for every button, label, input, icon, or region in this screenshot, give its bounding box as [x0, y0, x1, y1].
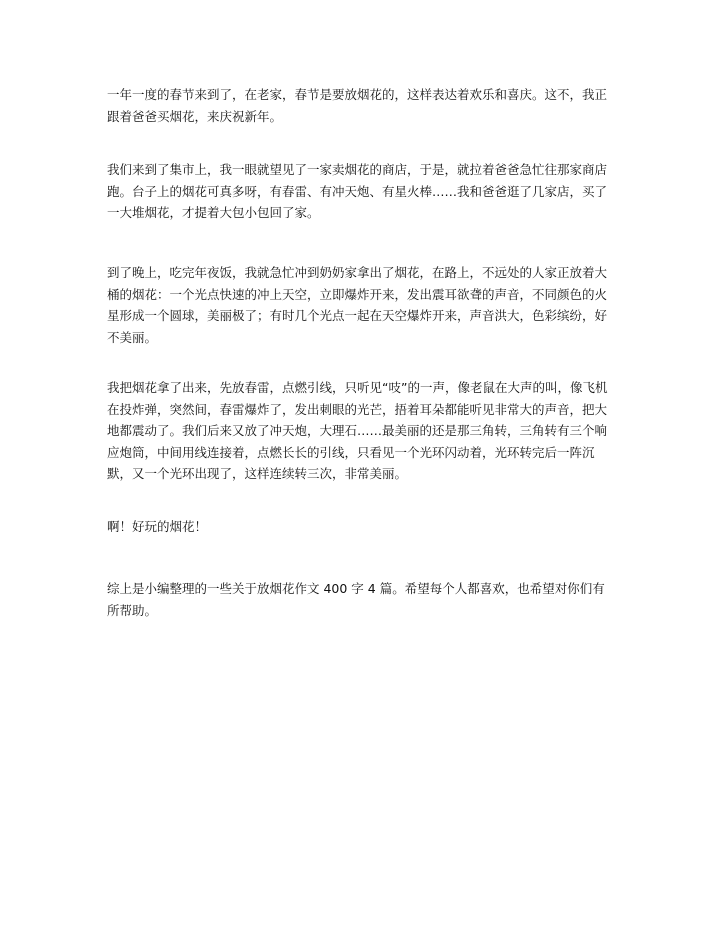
paragraph-intro: 一年一度的春节来到了，在老家，春节是要放烟花的，这样表达着欢乐和喜庆。这不，我正跟着爸爸买烟花，来庆祝新年。 [107, 87, 608, 124]
paragraph-fireworks: 我把烟花拿了出来，先放春雷，点燃引线，只听见“吱”的一声，像老鼠在大声的叫，像飞机在投炸弹，突然间，春雷爆炸了，发出刺眼的光芒，捂着耳朵都能听见非常大的声音，把大地都震动了。我们后来又放了冲天炮，大理石……最美丽的还是那三角转，三角转有三个响应炮筒，中间用线连接着，点燃长长的引线，只看见一个光环闪动着，光环转完后一阵沉默，又一个光环出现了，这样连续转三次，非常美丽。 [107, 380, 608, 481]
paragraph-market: 我们来到了集市上，我一眼就望见了一家卖烟花的商店，于是，就拉着爸爸急忙往那家商店跑。台子上的烟花可真多呀，有春雷、有冲天炮、有星火棒……我和爸爸逛了几家店，买了一大堆烟花，才提着大包小包回了家。 [107, 162, 608, 220]
paragraph-evening: 到了晚上，吃完年夜饭，我就急忙冲到奶奶家拿出了烟花，在路上，不远处的人家正放着大桶的烟花：一个光点快速的冲上天空，立即爆炸开来，发出震耳欲聋的声音，不同颜色的火星形成一个圆球，美丽极了；有时几个光点一起在天空爆炸开来，声音洪大，色彩缤纷，好不美丽。 [107, 265, 608, 345]
paragraph-exclamation: 啊！好玩的烟花！ [107, 519, 208, 534]
paragraph-summary: 综上是小编整理的一些关于放烟花作文 400 字 4 篇。希望每个人都喜欢，也希望对你们有所帮助。 [107, 581, 605, 618]
